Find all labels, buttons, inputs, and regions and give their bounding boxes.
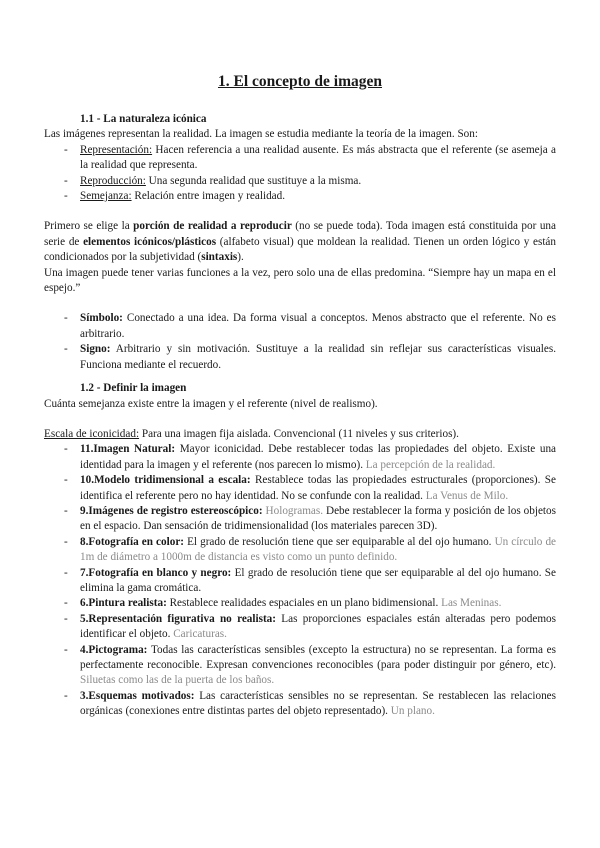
section-heading-1-1: 1.1 - La naturaleza icónica [80, 113, 207, 125]
list-term: Reproducción: [80, 174, 146, 187]
level-example: Siluetas como las de la puerta de los baños. [80, 674, 275, 687]
level-text: Mayor iconicidad. Debe restablecer todas las propiedades del objeto. Existe una identidad para la imagen y el referente (nos parecen lo mismo). [80, 443, 557, 471]
paragraph-functions: Una imagen puede tener varias funciones a la vez, pero solo una de ellas predomina. “Siempre hay un mapa en el espejo.” [44, 266, 556, 295]
list-item [44, 566, 556, 597]
list-term: Símbolo: [80, 312, 123, 325]
text-run: (alfabeto visual) que moldean la realidad. Tienen un orden lógico y están condicionados por la subjetividad ( [44, 235, 556, 264]
level-text-2: Debe restablecer la forma y posición de los objetos en el espacio. Dan sensación de tridimensionalidad (los materiales parecen 3D). [80, 504, 556, 533]
list-item [44, 504, 556, 535]
level-example: Un círculo de 1m de diámetro a 1000m de distancia es visto como un punto definido. [80, 535, 557, 564]
list-item [44, 189, 556, 204]
level-example: Caricaturas. [173, 628, 227, 641]
list-term: Semejanza: [80, 190, 132, 203]
level-term: 3.Esquemas motivados: [80, 689, 195, 702]
list-text: Relación entre imagen y realidad. [131, 190, 286, 203]
level-text: Restablece realidades espaciales en un plano bidimensional. [166, 597, 442, 610]
level-term: 8.Fotografía en color: [80, 535, 185, 548]
list-text: Una segunda realidad que sustituye a la misma. [145, 174, 362, 187]
image-types-list [44, 143, 556, 205]
level-term: 10.Modelo tridimensional a escala: [80, 474, 251, 487]
section-intro: Cuánta semejanza existe entre la imagen y el referente (nivel de realismo). [44, 397, 378, 410]
bold-run: elementos icónicos/plásticos [83, 235, 217, 248]
level-example: Las Meninas. [441, 597, 502, 610]
page-title: 1. El concepto de imagen [217, 73, 383, 90]
level-example: Hologramas. [265, 504, 324, 517]
list-item [44, 342, 556, 373]
level-text: El grado de resolución tiene que ser equiparable al del ojo humano. Se elimina la gama cromática. [80, 566, 556, 594]
list-item [44, 689, 556, 720]
bold-run: sintaxis [201, 251, 238, 264]
level-text: Todas las características sensibles (excepto la estructura) no se representan. La forma es perfectamente reconocible. Expresan convenciones reconocibles (para poder distinguir por género, etc). [80, 643, 556, 671]
list-item [44, 643, 556, 689]
list-text: Hacen referencia a una realidad ausente. Es más abstracta que el referente (se asemeja a la realidad que representa. [80, 143, 556, 172]
list-item [44, 174, 556, 189]
list-item [44, 311, 556, 342]
list-term: Representación: [80, 143, 153, 156]
functions-list [44, 311, 556, 373]
level-term: 4.Pictograma: [80, 643, 148, 656]
paragraph-reality-portion [44, 219, 556, 265]
level-text: Restablece todas las propiedades estructurales (proporciones). Se identifica el referente pero no hay identidad. No se confunde con la realidad. [80, 474, 556, 502]
level-text: Las características sensibles no se representan. Se restablecen las relaciones orgánicas (conexiones entre distintas partes del objeto representado). [80, 689, 556, 718]
list-term: Signo: [80, 343, 111, 356]
list-text: Conectado a una idea. Da forma visual a conceptos. Menos abstracto que el referente. No es arbitrario. [80, 312, 556, 340]
level-term: 5.Representación figurativa no realista: [80, 612, 277, 625]
level-text: Las proporciones espaciales están alteradas pero podemos identificar el objeto. [80, 612, 557, 641]
iconicity-scale-list [44, 442, 556, 719]
bold-run: porción de realidad a reproducir [133, 220, 292, 233]
level-text: El grado de resolución tiene que ser equiparable al del ojo humano. [184, 535, 495, 548]
level-example: Un plano. [390, 705, 435, 718]
section-intro: Las imágenes representan la realidad. La imagen se estudia mediante la teoría de la imagen. Son: [44, 128, 478, 141]
level-term: 6.Pintura realista: [80, 597, 167, 610]
list-item [44, 473, 556, 504]
level-term: 7.Fotografía en blanco y negro: [80, 566, 232, 579]
scale-intro [44, 427, 556, 442]
list-text: Arbitrario y sin motivación. Sustituye a la realidad sin reflejar sus características visuales. Funciona mediante el recuerdo. [80, 343, 556, 371]
list-item [44, 143, 556, 174]
list-item [44, 612, 556, 643]
level-term: 11.Imagen Natural: [80, 443, 176, 456]
level-example: La Venus de Milo. [425, 489, 509, 502]
list-item [44, 442, 556, 473]
text-run: (no se puede toda). Toda imagen está constituida por una serie de [44, 220, 556, 248]
list-item [44, 535, 556, 566]
level-example: La percepción de la realidad. [365, 458, 496, 471]
text-run: ). [237, 251, 244, 264]
level-term: 9.Imágenes de registro estereoscópico: [80, 504, 263, 517]
section-heading-1-2: 1.2 - Definir la imagen [80, 382, 187, 395]
list-item [44, 596, 556, 611]
text-run: Primero se elige la [44, 220, 134, 233]
scale-label: Escala de iconicidad: [44, 427, 140, 440]
scale-text: Para una imagen fija aislada. Convencional (11 niveles y sus criterios). [139, 427, 459, 440]
